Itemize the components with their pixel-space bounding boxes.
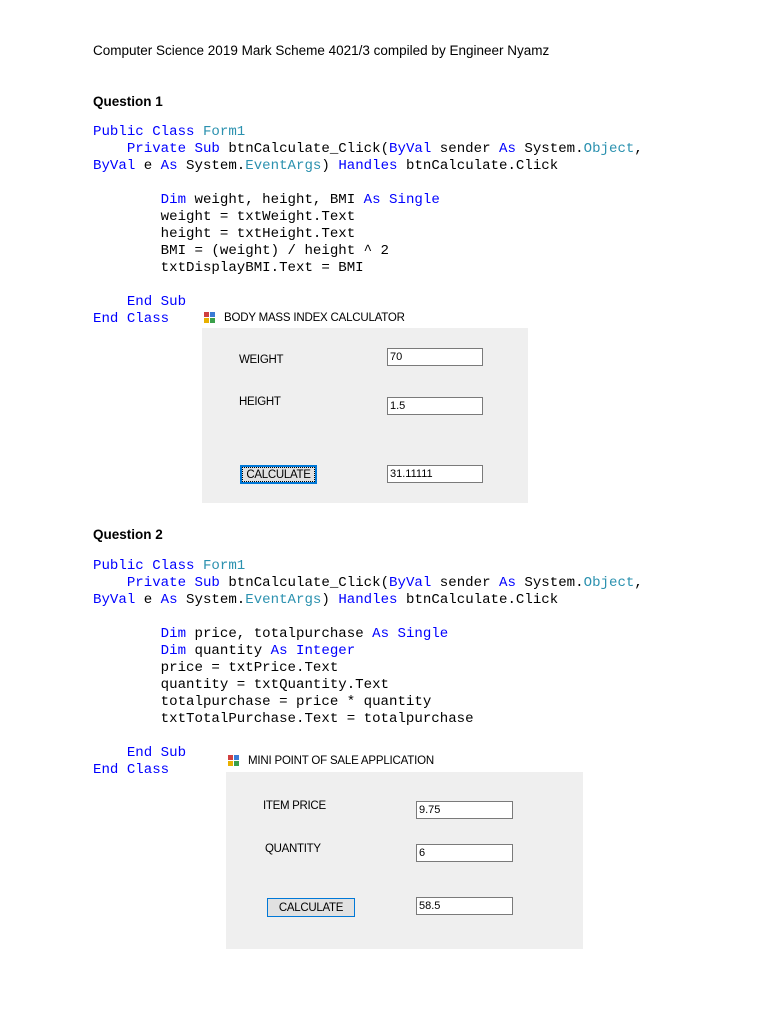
form-app-icon: [228, 755, 241, 767]
bmi-window-title: BODY MASS INDEX CALCULATOR: [224, 312, 405, 324]
code-line: Dim quantity As Integer: [160, 643, 356, 659]
code-block-q2: [93, 558, 643, 779]
height-textbox[interactable]: 1.5: [387, 397, 483, 415]
weight-textbox[interactable]: 70: [387, 348, 483, 366]
item-price-textbox[interactable]: 9.75: [416, 801, 513, 819]
code-block-q1: [93, 124, 643, 328]
height-label: HEIGHT: [239, 396, 281, 408]
weight-label: WEIGHT: [239, 354, 284, 366]
bmi-calculator-window: [202, 309, 528, 503]
pos-window-title: MINI POINT OF SALE APPLICATION: [248, 755, 434, 767]
bmi-result-textbox[interactable]: 31.11111: [387, 465, 483, 483]
code-line: End Class: [93, 762, 170, 778]
code-line: End Class: [93, 311, 170, 327]
code-line: ByVal e As System.EventArgs) Handles btnCalculate.Click: [93, 158, 559, 174]
quantity-textbox[interactable]: 6: [416, 844, 513, 862]
question-2-heading: Question 2: [93, 527, 163, 542]
bmi-window-titlebar: [204, 309, 405, 327]
pos-window-titlebar: [228, 752, 434, 770]
code-line: BMI = (weight) / height ^ 2: [93, 243, 390, 259]
item-price-label: ITEM PRICE: [263, 800, 326, 812]
quantity-label: QUANTITY: [265, 843, 321, 855]
code-line: quantity = txtQuantity.Text: [93, 677, 390, 693]
pos-form-body: [226, 772, 583, 949]
code-line: Public Class Form1: [93, 124, 246, 140]
calculate-button[interactable]: CALCULATE: [267, 898, 355, 917]
code-line: price = txtPrice.Text: [93, 660, 339, 676]
code-line: weight = txtWeight.Text: [93, 209, 356, 225]
question-1-heading: Question 1: [93, 94, 163, 109]
code-line: totalpurchase = price * quantity: [93, 694, 432, 710]
page-header: Computer Science 2019 Mark Scheme 4021/3 compiled by Engineer Nyamz: [93, 43, 550, 58]
code-line: End Sub: [126, 745, 187, 761]
code-line: txtTotalPurchase.Text = totalpurchase: [93, 711, 474, 727]
code-line: Dim price, totalpurchase As Single: [160, 626, 449, 642]
calculate-button[interactable]: CALCULATE: [240, 465, 317, 484]
code-line: height = txtHeight.Text: [93, 226, 356, 242]
code-line: ByVal e As System.EventArgs) Handles btnCalculate.Click: [93, 592, 559, 608]
total-purchase-textbox[interactable]: 58.5: [416, 897, 513, 915]
code-line: txtDisplayBMI.Text = BMI: [93, 260, 364, 276]
code-line: Private Sub btnCalculate_Click(ByVal sender As System.Object,: [126, 141, 643, 157]
code-line: End Sub: [126, 294, 187, 310]
code-line: Dim weight, height, BMI As Single: [160, 192, 440, 208]
pos-application-window: [226, 752, 583, 949]
form-app-icon: [204, 312, 217, 324]
code-line: Private Sub btnCalculate_Click(ByVal sender As System.Object,: [126, 575, 643, 591]
code-line: Public Class Form1: [93, 558, 246, 574]
bmi-form-body: [202, 328, 528, 503]
